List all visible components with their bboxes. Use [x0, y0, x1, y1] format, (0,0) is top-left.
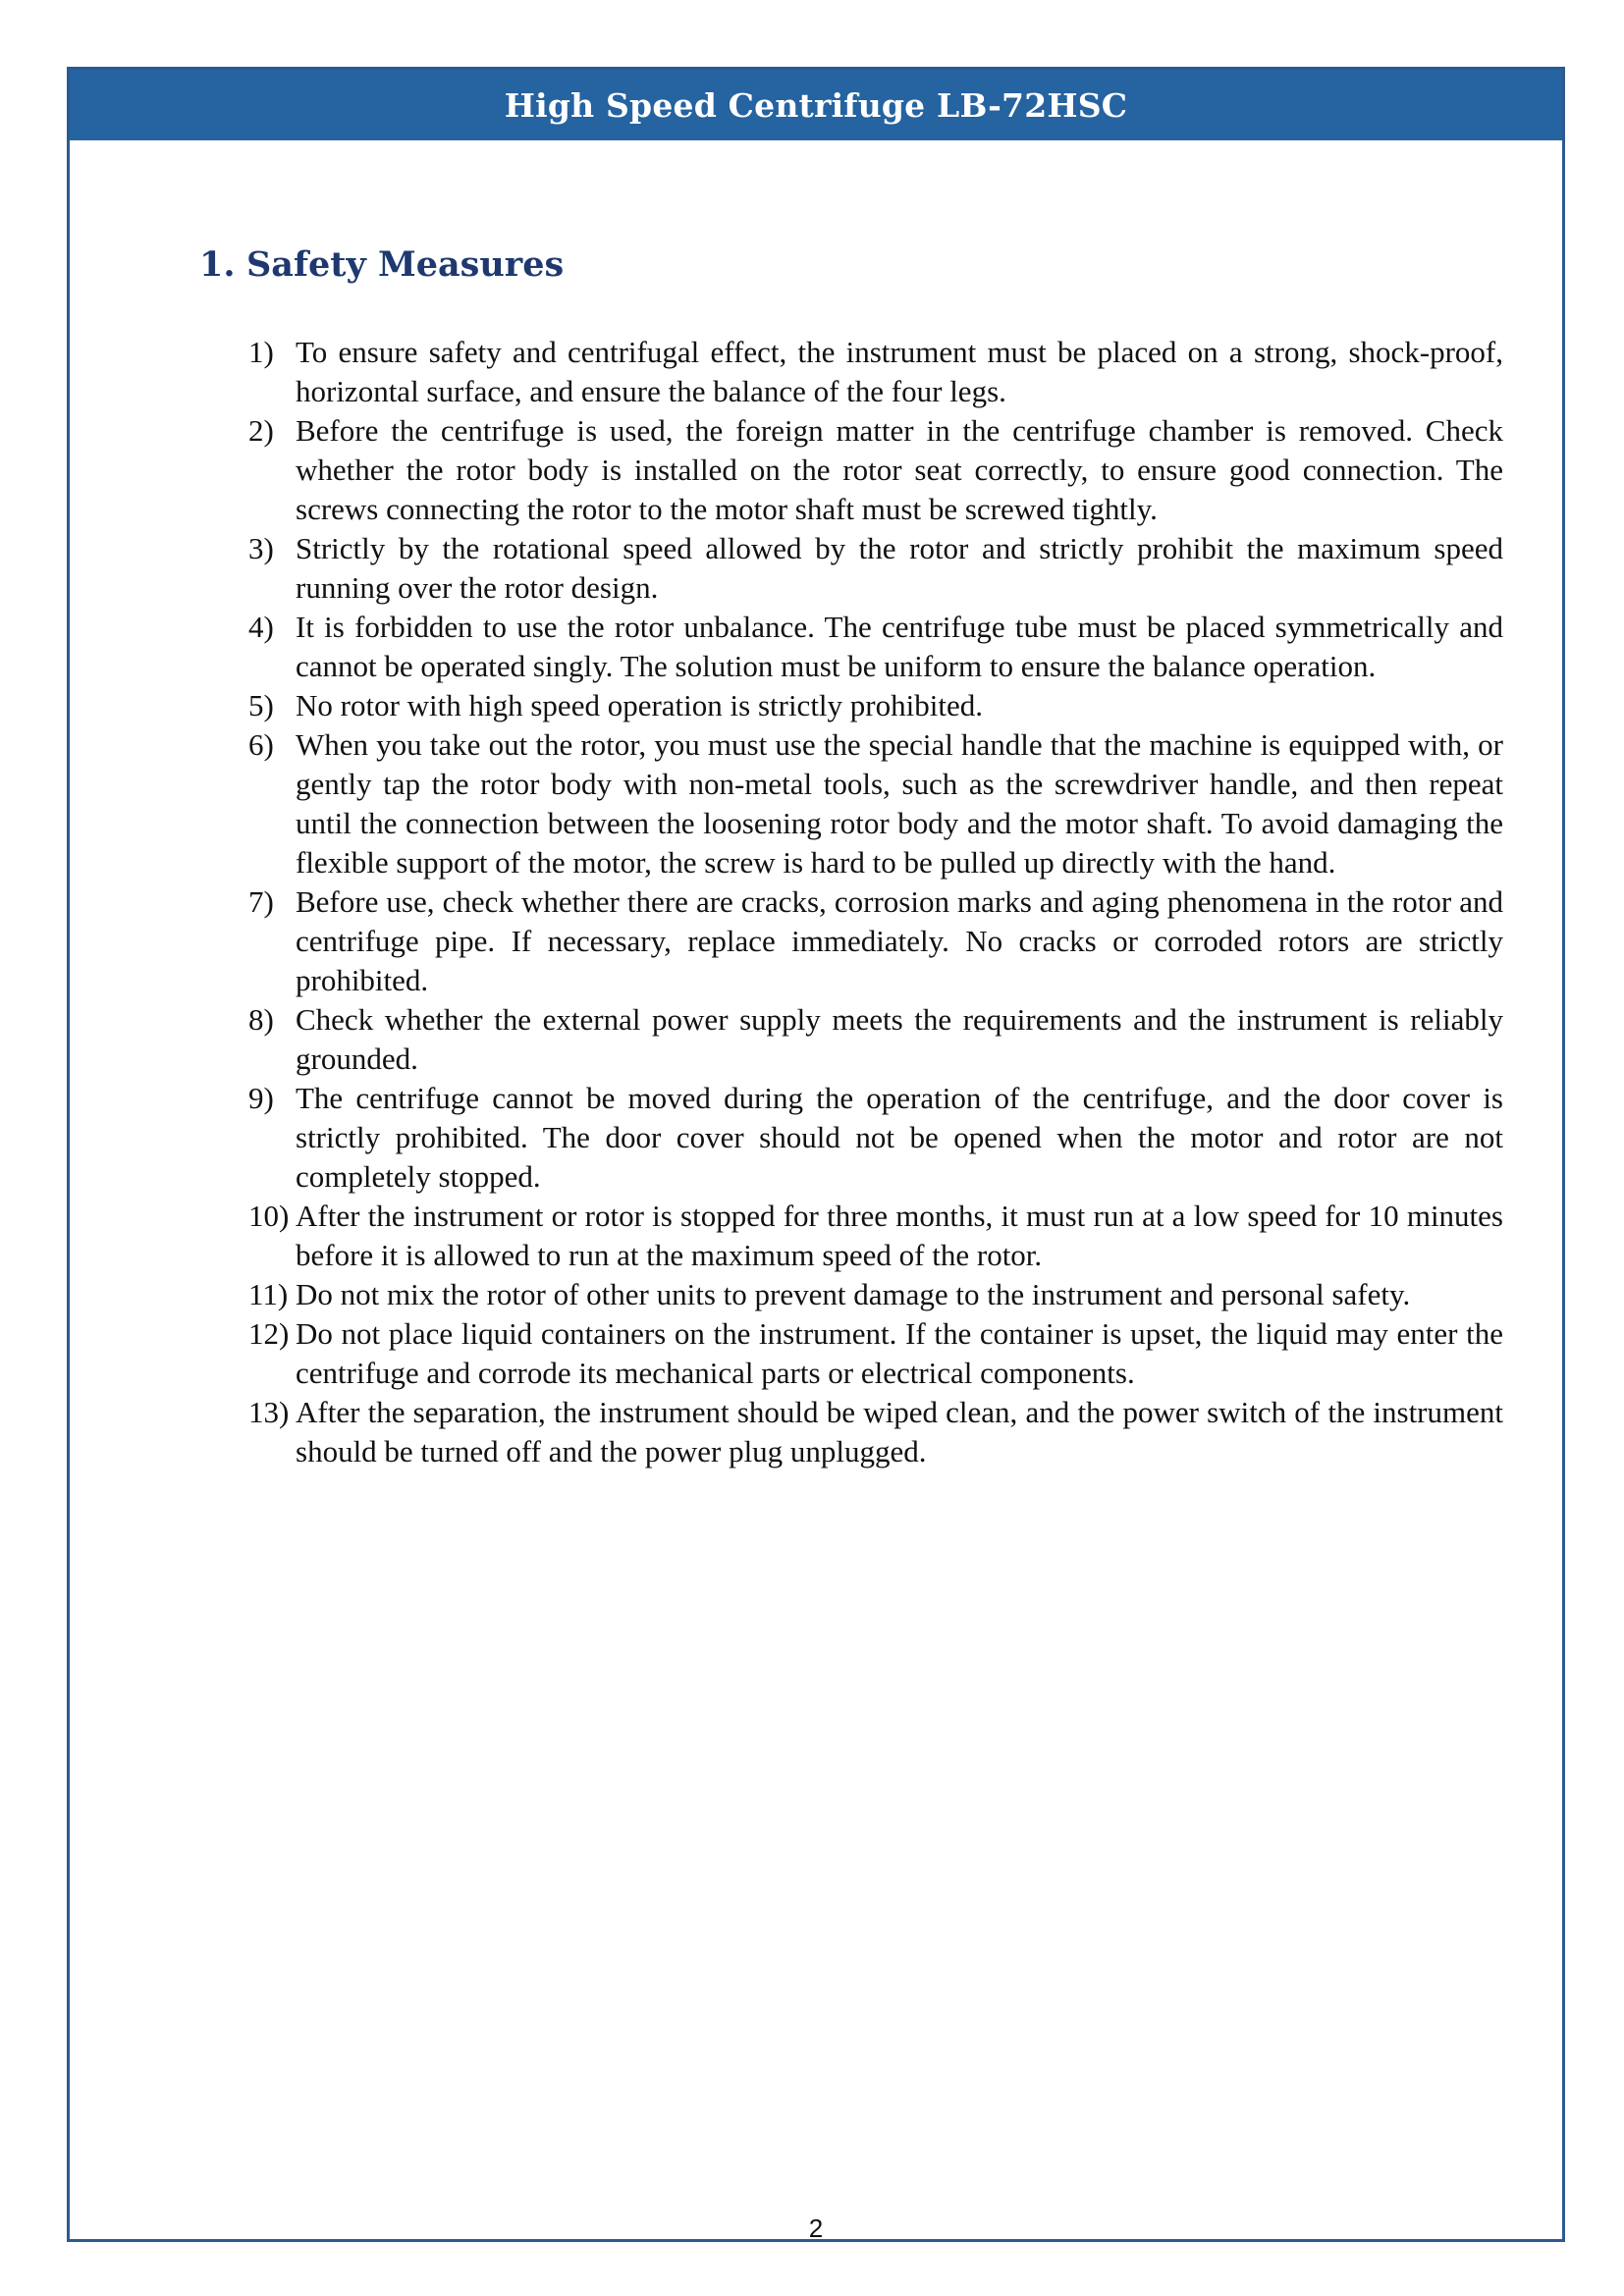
list-item [248, 608, 1503, 686]
list-item-text: Do not place liquid containers on the instrument. If the container is upset, the liquid may enter the centrifuge and corrode its mechanical parts or electrical components. [296, 1316, 1503, 1390]
list-item-number: 13) [248, 1395, 290, 1429]
list-item [248, 686, 1503, 725]
list-item [248, 1275, 1503, 1314]
list-item-number: 4) [248, 610, 274, 644]
list-item-text: No rotor with high speed operation is strictly prohibited. [296, 688, 983, 722]
list-item [248, 725, 1503, 882]
list-item-number: 7) [248, 884, 274, 919]
list-item-text: When you take out the rotor, you must use the special handle that the machine is equipped with, or gently tap the rotor body with non-metal tools, such as the screwdriver handle, and then repeat until the connection between the loosening rotor body and the motor shaft. To avoid damaging the flexible support of the motor, the screw is hard to be pulled up directly with the hand. [296, 727, 1503, 880]
list-item [248, 1393, 1503, 1471]
list-item-text: To ensure safety and centrifugal effect, the instrument must be placed on a strong, shock-proof, horizontal surface, and ensure the balance of the four legs. [296, 335, 1503, 408]
list-item-text: Check whether the external power supply meets the requirements and the instrument is reliably grounded. [296, 1002, 1503, 1076]
list-item-number: 11) [248, 1277, 289, 1311]
list-item-number: 9) [248, 1081, 274, 1115]
document-title: High Speed Centrifuge LB-72HSC [504, 85, 1128, 125]
list-item [248, 882, 1503, 1000]
list-item [248, 1197, 1503, 1275]
list-item [248, 333, 1503, 411]
list-item-number: 12) [248, 1316, 290, 1351]
list-item-number: 1) [248, 335, 274, 369]
list-item-number: 5) [248, 688, 274, 722]
list-item [248, 1314, 1503, 1393]
section-title: Safety Measures [246, 244, 565, 285]
list-item-number: 8) [248, 1002, 274, 1037]
list-item [248, 1079, 1503, 1197]
list-item-text: After the separation, the instrument should be wiped clean, and the power switch of the instrument should be turned off and the power plug unplugged. [296, 1395, 1503, 1468]
safety-measures-list [248, 333, 1503, 1471]
list-item [248, 411, 1503, 529]
list-item-number: 2) [248, 413, 274, 448]
section-heading [199, 244, 564, 285]
list-item-number: 3) [248, 531, 274, 565]
list-item-text: Strictly by the rotational speed allowed by the rotor and strictly prohibit the maximum speed running over the rotor design. [296, 531, 1503, 605]
list-item-number: 10) [248, 1199, 290, 1233]
header-bar [70, 70, 1562, 140]
list-item-text: Before the centrifuge is used, the foreign matter in the centrifuge chamber is removed. Check whether the rotor body is installed on the rotor seat correctly, to ensure good connection. The screws connecting the rotor to the motor shaft must be screwed tightly. [296, 413, 1503, 526]
list-item [248, 1000, 1503, 1079]
list-item-text: After the instrument or rotor is stopped for three months, it must run at a low speed for 10 minutes before it is allowed to run at the maximum speed of the rotor. [296, 1199, 1503, 1272]
list-item-text: Do not mix the rotor of other units to prevent damage to the instrument and personal safety. [296, 1277, 1411, 1311]
list-item [248, 529, 1503, 608]
list-item-number: 6) [248, 727, 274, 762]
list-item-text: It is forbidden to use the rotor unbalance. The centrifuge tube must be placed symmetrically and cannot be operated singly. The solution must be uniform to ensure the balance operation. [296, 610, 1503, 683]
page-frame [67, 67, 1565, 2242]
list-item-text: Before use, check whether there are cracks, corrosion marks and aging phenomena in the rotor and centrifuge pipe. If necessary, replace immediately. No cracks or corroded rotors are strictly prohibited. [296, 884, 1503, 997]
list-item-text: The centrifuge cannot be moved during the operation of the centrifuge, and the door cover is strictly prohibited. The door cover should not be opened when the motor and rotor are not completely stopped. [296, 1081, 1503, 1194]
section-number: 1. [199, 244, 236, 285]
page-number: 2 [808, 2214, 824, 2243]
